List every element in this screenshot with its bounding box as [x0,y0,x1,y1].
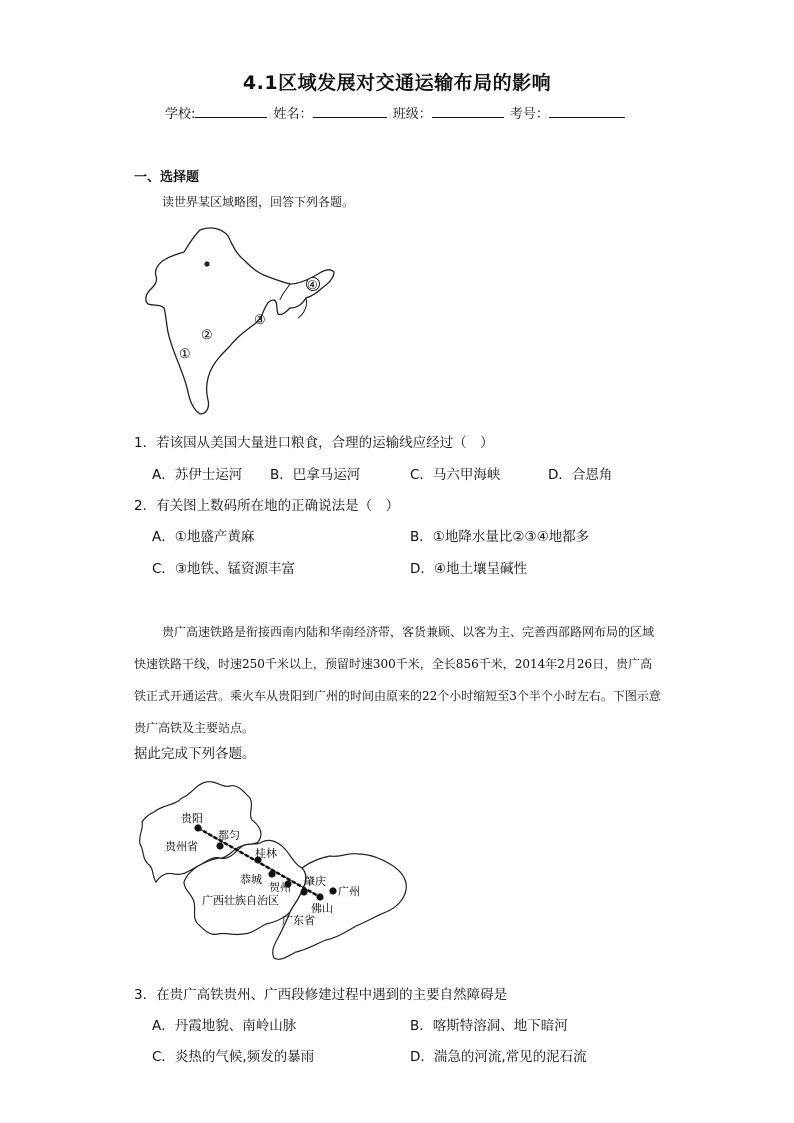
question-2-stem: 2．有关图上数码所在地的正确说法是（ ） [134,498,400,514]
q3-option-a[interactable]: A．丹霞地貌、南岭山脉 [152,1018,297,1034]
school-label: 学校: [165,107,196,122]
page-title: 4.1区域发展对交通运输布局的影响 [242,72,552,94]
name-blank[interactable] [313,105,387,118]
q1-option-b[interactable]: B．巴拿马运河 [270,467,361,483]
station-guangzhou [329,887,336,894]
station-foshan [316,893,323,900]
marker-2: ② [201,328,213,343]
label-zhaoqing: 肇庆 [304,875,326,888]
station-zhaoqing [300,888,307,895]
label-guiyang: 贵阳 [181,812,203,825]
class-label: 班级： [392,107,432,122]
q3-option-b[interactable]: B．喀斯特溶洞、地下暗河 [410,1018,568,1034]
station-duyun [216,842,223,849]
name-label: 姓名： [273,107,313,122]
guizhou-outline [140,782,261,882]
station-gongcheng [268,870,275,877]
label-gongcheng: 恭城 [240,873,262,886]
follow-instruction: 据此完成下列各题。 [134,746,256,762]
number-blank[interactable] [549,105,625,118]
intro-text: 读世界某区域略图，回答下列各题。 [162,195,355,209]
q2-option-b[interactable]: B．①地降水量比②③④地都多 [410,529,590,545]
number-label: 考号： [509,107,549,122]
capital-dot [204,261,209,266]
label-guilin: 桂林 [255,847,277,860]
school-blank[interactable] [195,105,267,118]
q3-option-c[interactable]: C．炎热的气候,频发的暴雨 [152,1049,315,1065]
q1-option-d[interactable]: D．合恩角 [548,467,613,483]
q2-option-a[interactable]: A．①地盛产黄麻 [152,529,255,545]
q1-option-c[interactable]: C．马六甲海峡 [410,467,501,483]
q2-option-d[interactable]: D．④地土壤呈碱性 [410,561,527,577]
student-info-line [165,103,627,122]
question-1-stem: 1．若该国从美国大量进口粮食，合理的运输线应经过（ ） [134,435,494,451]
marker-4: ④ [307,278,318,292]
guangdong-outline [273,854,407,960]
label-duyun: 都匀 [218,829,240,842]
label-guangxi: 广西壮族自治区 [202,894,279,907]
railway-map [134,772,414,968]
india-map [140,222,340,418]
class-blank[interactable] [432,105,504,118]
label-guizhou: 贵州省 [165,840,198,853]
label-foshan: 佛山 [311,902,333,915]
label-guangzhou: 广州 [338,885,360,898]
q1-option-a[interactable]: A．苏伊士运河 [152,467,243,483]
marker-3: ③ [254,313,266,328]
label-guangdong: 广东省 [282,914,315,927]
question-3-stem: 3．在贵广高铁贵州、广西段修建过程中遇到的主要自然障碍是 [134,987,508,1003]
passage-text: 贵广高速铁路是衔接西南内陆和华南经济带，客货兼顾、以客为主、完善西部路网布局的区域快速铁路干线，时速250千米以上，预留时速300千米，全长856千米，2014年2月26日，贵广高铁正式开通运营。乘火车从贵阳到广州的时间由原来的22个小时缩短至3个半个小时左右。下图示意贵广高铁及主要站点。 [134,625,661,735]
station-guiyang [194,824,201,831]
q3-option-d[interactable]: D．湍急的河流,常见的泥石流 [410,1049,587,1065]
q2-option-c[interactable]: C．③地铁、锰资源丰富 [152,561,296,577]
label-hezhou: 贺州 [269,881,291,894]
marker-1: ① [179,347,191,362]
section-heading: 一、选择题 [134,170,200,185]
india-outline [146,228,334,414]
